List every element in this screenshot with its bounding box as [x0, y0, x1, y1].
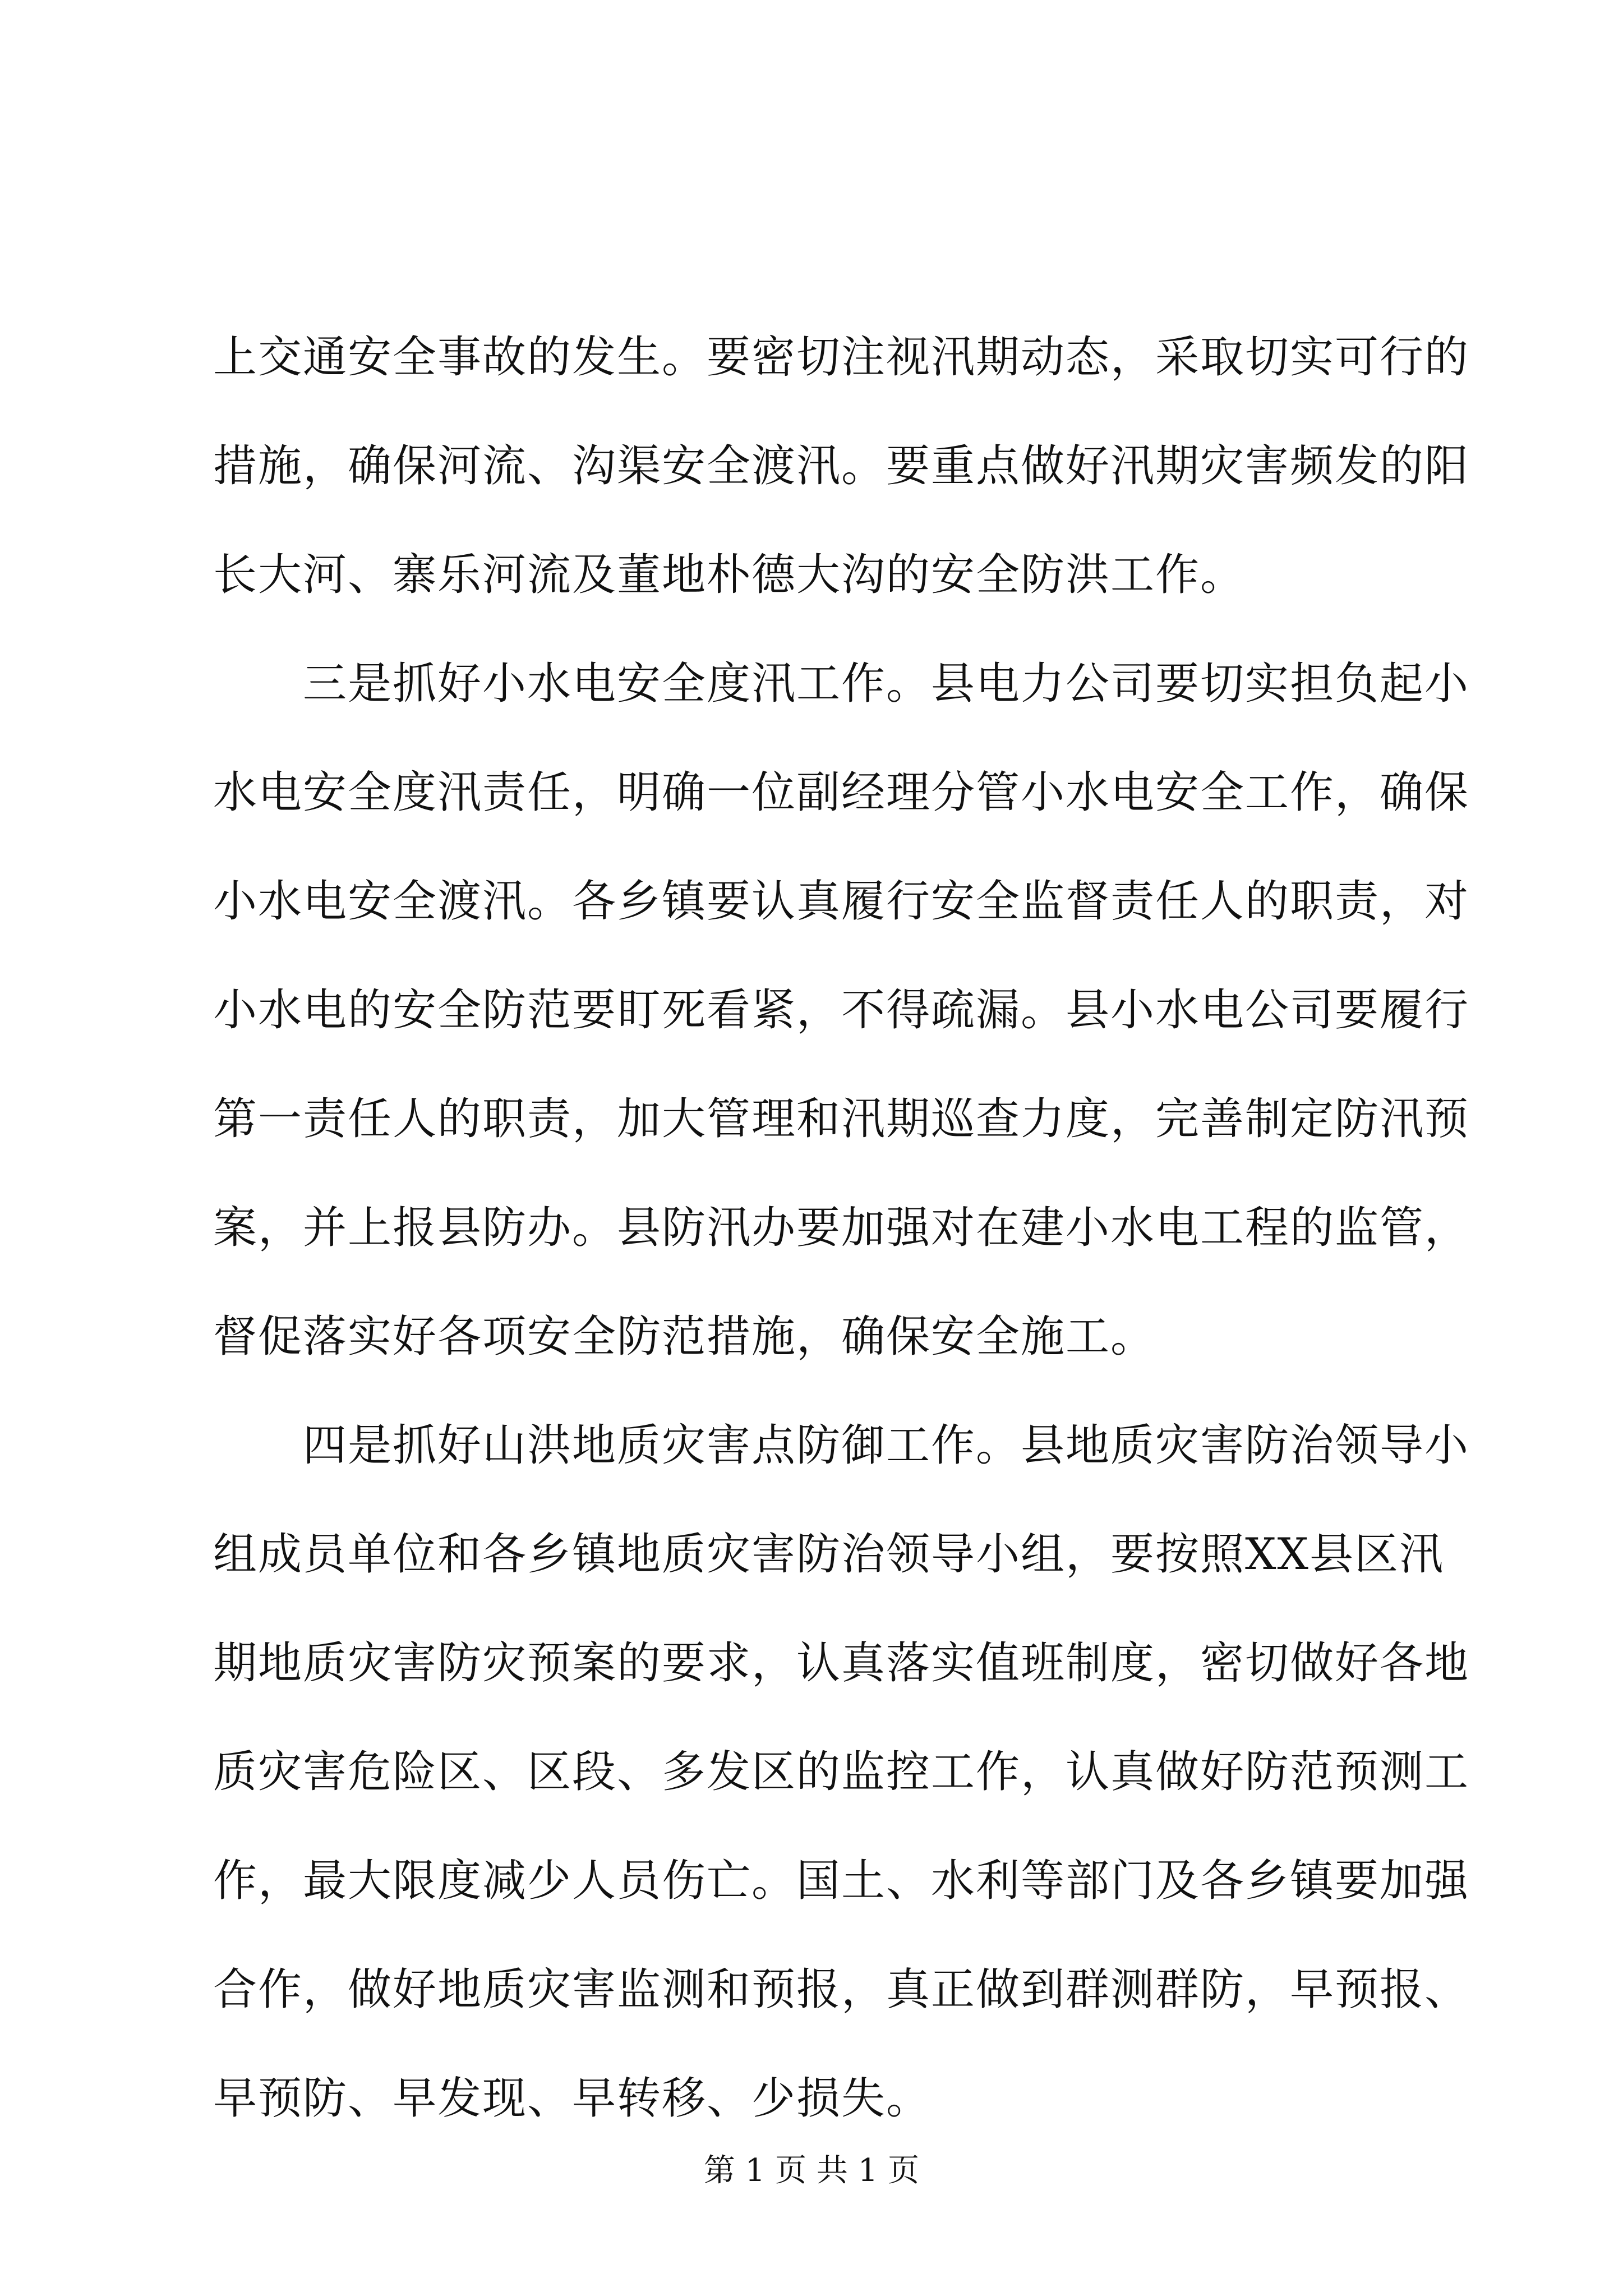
text-line: 组成员单位和各乡镇地质灾害防治领导小组，要按照XX县区汛 [213, 1529, 1445, 1580]
body-text [213, 303, 1470, 2153]
text-line: 长大河、寨乐河流及董地朴德大沟的安全防洪工作。 [213, 550, 1246, 600]
text-line: 措施，确保河流、沟渠安全渡汛。要重点做好汛期灾害频发的阳 [213, 441, 1470, 491]
text-line: 三是抓好小水电安全度汛工作。县电力公司要切实担负起小 [213, 659, 1470, 709]
text-line: 小水电的安全防范要盯死看紧，不得疏漏。县小水电公司要履行 [213, 985, 1470, 1036]
text-line: 作，最大限度减少人员伤亡。国土、水利等部门及各乡镇要加强 [213, 1856, 1470, 1906]
text-line: 水电安全度汛责任，明确一位副经理分管小水电安全工作，确保 [213, 767, 1470, 818]
text-line: 期地质灾害防灾预案的要求，认真落实值班制度，密切做好各地 [213, 1638, 1470, 1688]
page-number-footer: 第 1 页 共 1 页 [703, 2152, 920, 2189]
text-line: 小水电安全渡汛。各乡镇要认真履行安全监督责任人的职责，对 [213, 876, 1470, 927]
text-line: 质灾害危险区、区段、多发区的监控工作，认真做好防范预测工 [213, 1747, 1470, 1797]
text-line: 第一责任人的职责，加大管理和汛期巡查力度，完善制定防汛预 [213, 1094, 1470, 1144]
text-line: 督促落实好各项安全防范措施，确保安全施工。 [213, 1312, 1156, 1362]
text-line: 早预防、早发现、早转移、少损失。 [213, 2073, 932, 2124]
text-line: 四是抓好山洪地质灾害点防御工作。县地质灾害防治领导小 [213, 1420, 1470, 1471]
text-line: 案，并上报县防办。县防汛办要加强对在建小水电工程的监管， [213, 1203, 1470, 1253]
text-line: 合作，做好地质灾害监测和预报，真正做到群测群防，早预报、 [213, 1964, 1470, 2015]
text-line: 上交通安全事故的发生。要密切注视汛期动态，采取切实可行的 [213, 332, 1470, 383]
